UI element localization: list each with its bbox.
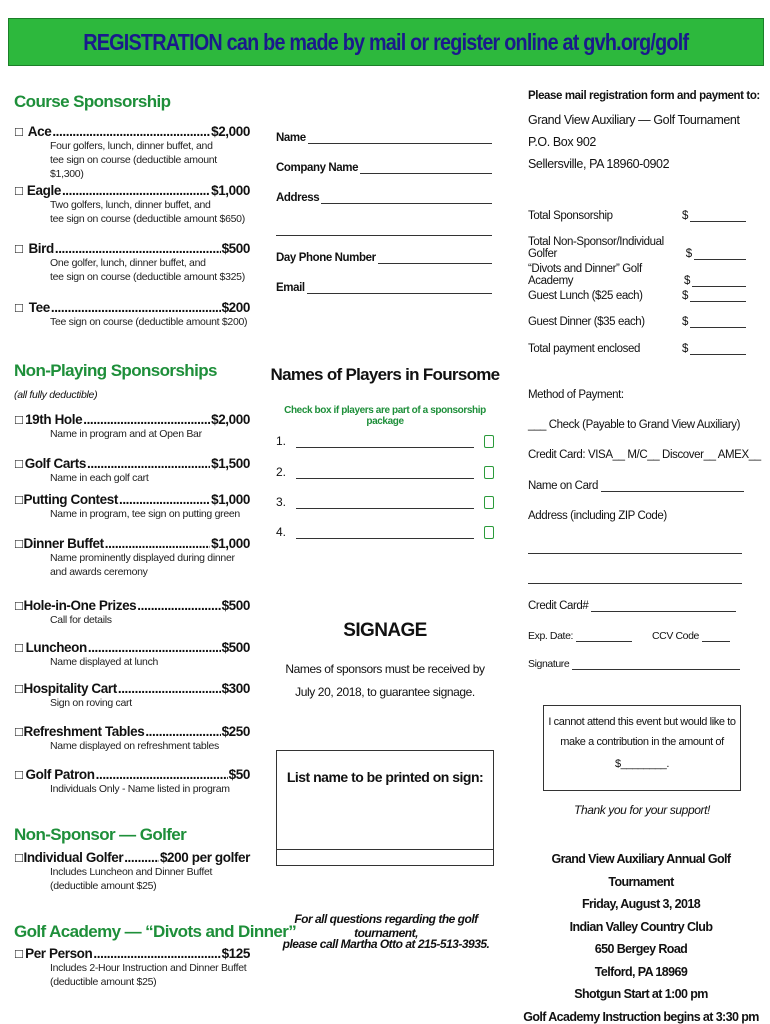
sponsorship-option[interactable] xyxy=(14,536,250,579)
registration-banner xyxy=(8,18,764,66)
sponsorship-option[interactable] xyxy=(14,456,250,485)
leader-dots xyxy=(62,183,210,198)
option-price: $1,000 xyxy=(211,492,250,507)
option-description-1: Includes 2-Hour Instruction and Dinner Buffet xyxy=(50,962,247,974)
check-option[interactable]: ___ Check (Payable to Grand View Auxiliary) xyxy=(528,419,741,431)
option-price: $300 xyxy=(221,681,250,696)
option-price: $500 xyxy=(221,640,250,655)
non-playing-title: Non-Playing Sponsorships xyxy=(14,361,217,380)
option-name: Luncheon xyxy=(25,640,87,655)
checkbox-placeholder-icon[interactable]: ☐ xyxy=(14,643,24,655)
option-name: Hole-in-One Prizes xyxy=(23,598,137,613)
email-field[interactable]: Email xyxy=(276,282,492,294)
total-row[interactable] xyxy=(528,210,746,222)
address-field[interactable]: Address xyxy=(276,192,492,204)
signage-text-2: July 20, 2018, to guarantee signage. xyxy=(295,685,475,699)
total-label: Guest Lunch ($25 each) xyxy=(528,290,643,302)
option-name: Bird xyxy=(28,241,54,256)
sign-name-line[interactable] xyxy=(277,849,493,850)
checkbox-placeholder-icon[interactable]: ☐ xyxy=(14,949,24,961)
option-name: Golf Patron xyxy=(25,767,95,782)
option-price: $1,500 xyxy=(211,456,250,471)
option-name: Individual Golfer xyxy=(23,850,124,865)
player-2-input[interactable] xyxy=(296,467,474,479)
option-description-1: Name in each golf cart xyxy=(50,472,149,484)
leader-dots xyxy=(124,850,159,865)
course-sponsorship-title: Course Sponsorship xyxy=(14,92,171,111)
checkbox-placeholder-icon[interactable]: ☐ xyxy=(14,415,24,427)
player-3-checkbox[interactable] xyxy=(484,496,494,509)
checkbox-placeholder-icon[interactable]: ☐ xyxy=(14,770,24,782)
sponsorship-option[interactable] xyxy=(14,412,250,441)
signature-field[interactable]: Signature xyxy=(528,658,740,670)
option-name: Tee xyxy=(28,300,50,315)
sponsorship-option[interactable] xyxy=(14,300,250,329)
player-row-3[interactable]: 3. xyxy=(276,495,494,509)
option-description-1: Individuals Only - Name listed in program xyxy=(50,783,230,795)
mail-line-3: Sellersville, PA 18960-0902 xyxy=(528,157,670,171)
sponsorship-option[interactable] xyxy=(14,640,250,669)
leader-dots xyxy=(96,767,228,782)
event-line-7: Golf Academy Instruction begins at 3:30 pm xyxy=(523,1009,759,1024)
option-price: $500 xyxy=(221,241,250,256)
option-price: $1,000 xyxy=(211,536,250,551)
credit-card-number-field[interactable]: Credit Card# xyxy=(528,600,736,612)
option-description-1: One golfer, lunch, dinner buffet, and xyxy=(50,257,206,269)
checkbox-placeholder-icon[interactable]: ☐ xyxy=(14,684,24,696)
option-price: $500 xyxy=(221,598,250,613)
option-name: Eagle xyxy=(26,183,61,198)
option-price: $1,000 xyxy=(211,183,250,198)
option-description-1: Name in program, tee sign on putting green xyxy=(50,508,240,520)
signage-text-1: Names of sponsors must be received by xyxy=(285,662,485,676)
option-price: $125 xyxy=(221,946,250,961)
leader-dots xyxy=(145,724,220,739)
sponsorship-option[interactable] xyxy=(14,598,250,627)
exp-date-field[interactable]: Exp. Date: xyxy=(528,630,632,642)
event-line-6: Shotgun Start at 1:00 pm xyxy=(574,987,708,1001)
players-title: Names of Players in Foursome xyxy=(270,365,500,384)
option-description-2: tee sign on course (deductible amount $1,300) xyxy=(50,154,217,180)
contribution-line-2: make a contribution in the amount of xyxy=(560,736,724,748)
sign-box-label: List name to be printed on sign: xyxy=(286,769,484,785)
sponsorship-option[interactable] xyxy=(14,492,250,521)
total-label: Guest Dinner ($35 each) xyxy=(528,316,645,328)
player-row-2[interactable]: 2. xyxy=(276,465,494,479)
day-phone-field[interactable]: Day Phone Number xyxy=(276,252,492,264)
sponsorship-option[interactable] xyxy=(14,681,250,710)
option-description-1: Two golfers, lunch, dinner buffet, and xyxy=(50,199,211,211)
sign-name-box[interactable] xyxy=(276,750,494,866)
non-sponsor-title: Non-Sponsor — Golfer xyxy=(14,825,187,844)
academy-title: Golf Academy — “Divots and Dinner” xyxy=(14,922,297,941)
option-name: Dinner Buffet xyxy=(23,536,104,551)
event-line-1: Grand View Auxiliary Annual Golf Tournament xyxy=(551,852,731,889)
option-description-2: and awards ceremony xyxy=(50,566,148,578)
card-address-line-1[interactable] xyxy=(528,542,742,554)
address-zip-label: Address (including ZIP Code) xyxy=(528,510,667,522)
credit-card-options[interactable]: Credit Card: VISA__ M/C__ Discover__ AMEX__ xyxy=(528,449,761,461)
sponsorship-option[interactable] xyxy=(14,241,250,284)
mail-heading: Please mail registration form and payment to: xyxy=(528,90,760,102)
total-amount-field[interactable]: $ xyxy=(682,210,746,222)
banner-text: REGISTRATION can be made by mail or register online at gvh.org/golf xyxy=(83,28,689,55)
checkbox-placeholder-icon[interactable]: ☐ xyxy=(14,244,24,256)
total-amount-field[interactable]: $ xyxy=(682,343,746,355)
checkbox-placeholder-icon[interactable]: ☐ xyxy=(14,303,24,315)
option-description-2: tee sign on course (deductible amount $650) xyxy=(50,213,245,225)
checkbox-placeholder-icon[interactable]: ☐ xyxy=(14,495,24,507)
signage-title: SIGNAGE xyxy=(343,620,427,641)
player-2-checkbox[interactable] xyxy=(484,466,494,479)
name-on-card-field[interactable]: Name on Card xyxy=(528,480,744,492)
total-row[interactable] xyxy=(528,236,746,260)
option-price: $2,000 xyxy=(211,412,250,427)
option-price: $50 xyxy=(228,767,250,782)
total-amount-field[interactable]: $ xyxy=(682,316,746,328)
option-description-1: Name in program and at Open Bar xyxy=(50,428,202,440)
checkbox-placeholder-icon[interactable]: ☐ xyxy=(14,539,24,551)
questions-line-1: For all questions regarding the golf tournament, xyxy=(294,912,478,940)
option-description-2: (deductible amount $25) xyxy=(50,976,157,988)
option-description-2: (deductible amount $25) xyxy=(50,880,157,892)
sponsorship-option[interactable] xyxy=(14,724,250,753)
event-line-3: Indian Valley Country Club xyxy=(569,919,713,934)
option-name: 19th Hole xyxy=(25,412,83,427)
option-name: Putting Contest xyxy=(23,492,118,507)
option-price: $2,000 xyxy=(211,124,250,139)
address-line-2[interactable] xyxy=(276,222,492,236)
total-amount-field[interactable]: $ xyxy=(686,236,746,260)
option-description-1: Sign on roving cart xyxy=(50,697,132,709)
option-description-1: Name displayed on refreshment tables xyxy=(50,740,219,752)
thank-you: Thank you for your support! xyxy=(574,803,710,817)
checkbox-placeholder-icon[interactable]: ☐ xyxy=(14,127,24,139)
players-note: Check box if players are part of a sponsorship package xyxy=(284,405,486,427)
option-name: Hospitality Cart xyxy=(23,681,117,696)
mail-line-1: Grand View Auxiliary — Golf Tournament xyxy=(528,113,740,127)
leader-dots xyxy=(105,536,210,551)
total-amount-field[interactable]: $ xyxy=(684,263,746,287)
total-row[interactable] xyxy=(528,263,746,287)
total-row[interactable] xyxy=(528,316,746,328)
leader-dots xyxy=(88,640,221,655)
total-label: Total Sponsorship xyxy=(528,210,613,222)
total-label: Total payment enclosed xyxy=(528,343,641,355)
event-line-2: Friday, August 3, 2018 xyxy=(581,897,701,911)
option-description-1: Name displayed at lunch xyxy=(50,656,159,668)
option-description-1: Name prominently displayed during dinner xyxy=(50,552,235,564)
leader-dots xyxy=(52,124,210,139)
event-details xyxy=(520,848,762,1024)
event-line-4: 650 Bergey Road xyxy=(594,942,688,956)
player-1-checkbox[interactable] xyxy=(484,435,494,448)
option-description-1: Includes Luncheon and Dinner Buffet xyxy=(50,866,213,878)
option-price: $200 xyxy=(221,300,250,315)
option-description-1: Call for details xyxy=(50,614,112,626)
option-description-1: Tee sign on course (deductible amount $200) xyxy=(50,316,248,328)
total-amount-field[interactable]: $ xyxy=(682,290,746,302)
option-price: $250 xyxy=(221,724,250,739)
contribution-amount[interactable]: $________. xyxy=(614,758,670,770)
leader-dots xyxy=(55,241,221,256)
option-description-1: Four golfers, lunch, dinner buffet, and xyxy=(50,140,213,152)
sponsorship-option[interactable] xyxy=(14,767,250,796)
sponsorship-option[interactable] xyxy=(14,946,250,989)
checkbox-placeholder-icon[interactable]: ☐ xyxy=(14,727,24,739)
checkbox-placeholder-icon[interactable]: ☐ xyxy=(14,186,24,198)
non-playing-subtitle: (all fully deductible) xyxy=(14,389,98,401)
option-name: Per Person xyxy=(25,946,93,961)
contribution-box[interactable] xyxy=(543,705,741,791)
player-3-input[interactable] xyxy=(296,497,474,509)
leader-dots xyxy=(137,598,220,613)
contribution-line-1: I cannot attend this event but would like to xyxy=(548,716,736,728)
checkbox-placeholder-icon[interactable]: ☐ xyxy=(14,601,24,613)
player-row-1[interactable]: 1. xyxy=(276,434,494,448)
player-row-4[interactable]: 4. xyxy=(276,525,494,539)
option-name: Refreshment Tables xyxy=(23,724,145,739)
checkbox-placeholder-icon[interactable]: ☐ xyxy=(14,459,24,471)
total-row[interactable] xyxy=(528,343,746,355)
leader-dots xyxy=(51,300,221,315)
option-name: Ace xyxy=(27,124,52,139)
name-field[interactable]: Name xyxy=(276,132,492,144)
leader-dots xyxy=(119,492,210,507)
total-row[interactable] xyxy=(528,290,746,302)
leader-dots xyxy=(118,681,221,696)
questions-line-2: please call Martha Otto at 215-513-3935. xyxy=(282,937,490,951)
card-address-line-2[interactable] xyxy=(528,572,742,584)
sponsorship-option[interactable] xyxy=(14,183,250,226)
option-price: $200 per golfer xyxy=(159,850,250,865)
sponsorship-option[interactable] xyxy=(14,850,250,893)
option-name: Golf Carts xyxy=(24,456,86,471)
event-line-5: Telford, PA 18969 xyxy=(594,964,688,979)
company-name-field[interactable]: Company Name xyxy=(276,162,492,174)
total-label: Total Non-Sponsor/Individual Golfer xyxy=(528,236,664,260)
ccv-code-field[interactable]: CCV Code xyxy=(652,630,730,642)
player-4-checkbox[interactable] xyxy=(484,526,494,539)
mail-line-2: P.O. Box 902 xyxy=(528,135,596,149)
leader-dots xyxy=(93,946,220,961)
sponsorship-option[interactable] xyxy=(14,124,250,181)
player-1-input[interactable] xyxy=(296,436,474,448)
leader-dots xyxy=(87,456,210,471)
method-of-payment: Method of Payment: xyxy=(528,389,624,401)
option-description-2: tee sign on course (deductible amount $325) xyxy=(50,271,245,283)
player-4-input[interactable] xyxy=(296,527,474,539)
total-label: “Divots and Dinner” Golf Academy xyxy=(528,263,642,287)
leader-dots xyxy=(83,412,210,427)
checkbox-placeholder-icon[interactable]: ☐ xyxy=(14,853,24,865)
